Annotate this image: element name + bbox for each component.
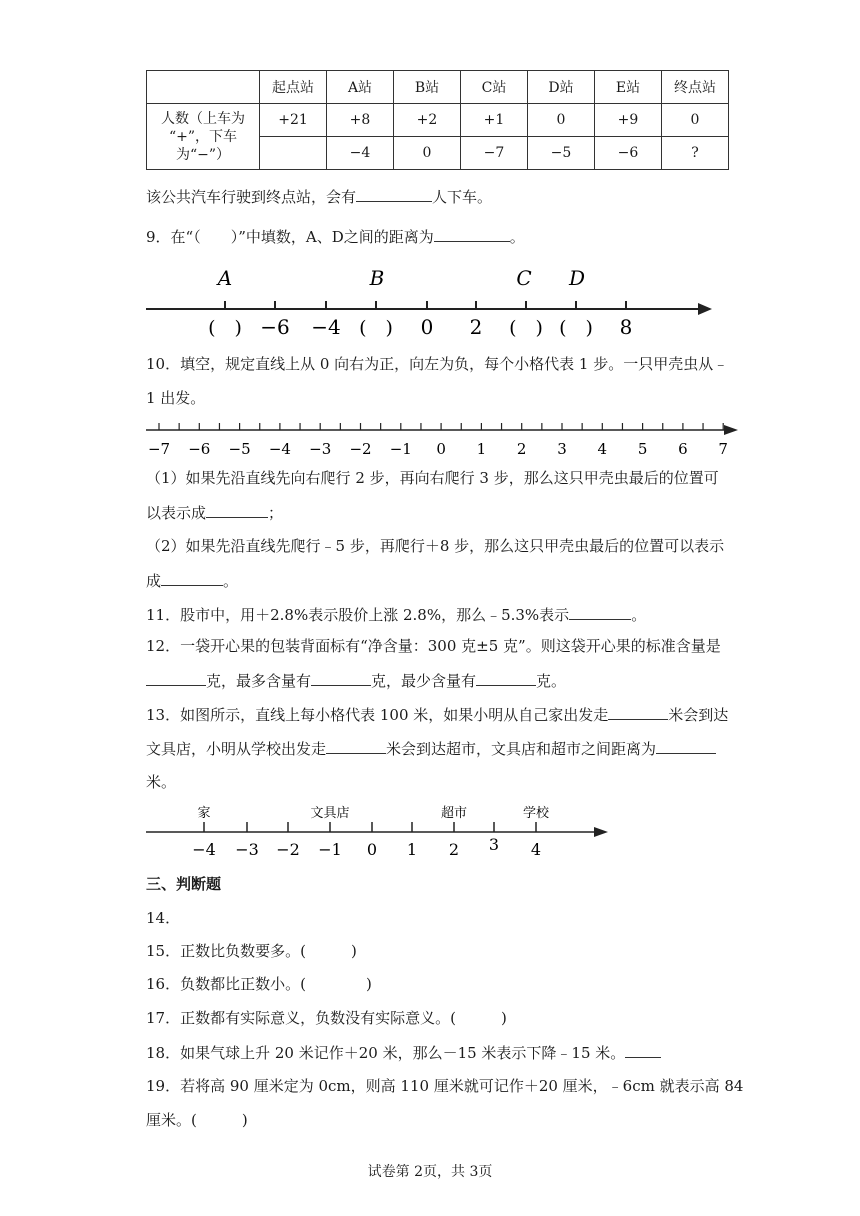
q12-min-blank[interactable] xyxy=(476,670,536,686)
q13-line2 xyxy=(146,738,716,759)
table-cell: +21 xyxy=(260,104,327,137)
q8-text-after: 人下车。 xyxy=(432,188,493,206)
point-label-a: A xyxy=(217,266,233,290)
tick-label: 0 xyxy=(420,315,434,339)
q11-text: 11．股市中，用＋2.8%表示股价上涨 2.8%，那么﹣5.3%表示 xyxy=(146,606,570,624)
q9-answer-blank[interactable] xyxy=(434,226,510,242)
tick-label-blank[interactable]: ( ) xyxy=(559,317,593,339)
q10-sub1-end: ； xyxy=(268,504,284,522)
tick-label: 7 xyxy=(718,440,728,458)
tick-label: −7 xyxy=(147,440,171,458)
tick-label: −6 xyxy=(260,315,290,339)
table-cell: 0 xyxy=(528,104,595,137)
tick-label: −4 xyxy=(311,315,341,339)
table-header-cell: E站 xyxy=(595,71,662,104)
tick-label: −5 xyxy=(228,440,251,458)
tick-label-group xyxy=(148,440,728,458)
row-label-line: 为“−”） xyxy=(175,146,231,163)
q17: 17．正数都有实际意义，负数没有实际意义。( ) xyxy=(146,1009,507,1027)
q8-answer-blank[interactable] xyxy=(356,186,432,202)
q10-number-line xyxy=(140,418,740,460)
table-cell: 0 xyxy=(394,137,461,170)
table-cell: −6 xyxy=(595,137,662,170)
tick-label: −4 xyxy=(192,840,216,859)
table-cell: −5 xyxy=(528,137,595,170)
number-line-arrow xyxy=(594,827,608,837)
q13-text-b: 米会到达 xyxy=(668,706,729,724)
q12-line1: 12．一袋开心果的包装背面标有“净含量：300 克±5 克”。则这袋开心果的标准含量是 xyxy=(146,637,721,655)
table-cell xyxy=(260,137,327,170)
tick-label: −1 xyxy=(318,840,342,859)
q10-line2: 1 出发。 xyxy=(146,389,206,407)
tick-label: 0 xyxy=(366,840,378,859)
table-header-cell: B站 xyxy=(394,71,461,104)
tick-label: 1 xyxy=(476,440,487,458)
tick-label-blank[interactable]: ( ) xyxy=(208,317,242,339)
q10-sub1-line1: （1）如果先沿直线先向右爬行 2 步，再向右爬行 3 步，那么这只甲壳虫最后的位置可 xyxy=(146,469,719,487)
q10-sub2-line1: （2）如果先沿直线先爬行﹣5 步，再爬行＋8 步，那么这只甲壳虫最后的位置可以表示 xyxy=(146,537,725,555)
place-label-stationery: 文具店 xyxy=(310,806,350,821)
table-header-cell: C站 xyxy=(461,71,528,104)
table-cell: +2 xyxy=(394,104,461,137)
table-header-row xyxy=(147,71,729,104)
tick-label: 3 xyxy=(557,440,567,458)
q11-blank[interactable] xyxy=(569,604,631,620)
tick-label: 2 xyxy=(516,440,527,458)
tick-label: −4 xyxy=(268,440,291,458)
q13-distance-blank[interactable] xyxy=(656,738,716,754)
q12-line2 xyxy=(146,670,566,691)
tick-label: 2 xyxy=(469,315,483,339)
q12-standard-blank[interactable] xyxy=(146,670,206,686)
place-label-home: 家 xyxy=(197,806,211,821)
tick-label: 6 xyxy=(678,440,688,458)
table-cell: −4 xyxy=(327,137,394,170)
table-header-cell: 终点站 xyxy=(662,71,729,104)
table-cell: +8 xyxy=(327,104,394,137)
q16: 16．负数都比正数小。( ) xyxy=(146,975,372,993)
section-heading: 三、判断题 xyxy=(146,875,222,893)
tick-label: −6 xyxy=(188,440,211,458)
place-label-school: 学校 xyxy=(522,806,550,821)
q19-line2: 厘米。( ) xyxy=(146,1111,248,1129)
tick-label: 8 xyxy=(619,315,633,339)
q10-sub2-text: 成 xyxy=(146,572,162,590)
q13-line1 xyxy=(146,704,728,725)
table-cell: +9 xyxy=(595,104,662,137)
q10-sub1-blank[interactable] xyxy=(206,502,268,518)
table-cell: ? xyxy=(662,137,729,170)
number-line-arrow xyxy=(724,425,738,435)
tick-label: 2 xyxy=(448,840,460,859)
table-cell: +1 xyxy=(461,104,528,137)
q10-sub2-line2 xyxy=(146,570,238,591)
table-header-cell: D站 xyxy=(528,71,595,104)
q9-text: 9．在“（ ）”中填数，A、D之间的距离为 xyxy=(146,228,434,246)
q10-sub2-blank[interactable] xyxy=(161,570,223,586)
q10-sub1-line2 xyxy=(146,502,283,523)
tick-label: 4 xyxy=(530,840,542,859)
table-cell: 0 xyxy=(662,104,729,137)
point-label-d: D xyxy=(568,266,586,290)
q18-text: 18．如果气球上升 20 米记作＋20 米，那么－15 米表示下降﹣15 米。 xyxy=(146,1044,626,1062)
q14: 14． xyxy=(146,909,181,927)
q19-line1: 19．若将高 90 厘米定为 0cm，则高 110 厘米就可记作＋20 厘米，﹣6cm 就表示高 84 xyxy=(146,1077,744,1095)
page-footer: 试卷第 2页，共 3页 xyxy=(367,1164,493,1180)
q10-sub2-end: 。 xyxy=(223,572,239,590)
table-row-label xyxy=(147,104,260,170)
q13-text-a: 13．如图所示，直线上每小格代表 100 米，如果小明从自己家出发走 xyxy=(146,706,609,724)
tick-label: 1 xyxy=(406,840,418,859)
q8-answer-line xyxy=(146,186,492,207)
tick-label: −2 xyxy=(349,440,372,458)
tick-label: 4 xyxy=(597,440,608,458)
tick-label-blank[interactable]: ( ) xyxy=(359,317,393,339)
q10-line1: 10．填空，规定直线上从 0 向右为正，向左为负，每个小格代表 1 步。一只甲壳虫从﹣ xyxy=(146,355,729,373)
q8-text-before: 该公共汽车行驶到终点站，会有 xyxy=(146,188,357,206)
q13-number-line xyxy=(140,800,620,862)
q15: 15．正数比负数要多。( ) xyxy=(146,942,357,960)
table-cell: −7 xyxy=(461,137,528,170)
tick-group xyxy=(159,423,723,430)
tick-label-blank[interactable]: ( ) xyxy=(509,317,543,339)
q13-home-blank[interactable] xyxy=(608,704,668,720)
q13-text-c: 文具店，小明从学校出发走 xyxy=(146,740,327,758)
q12-text1: 克，最多含量有 xyxy=(206,672,312,690)
table-header-cell xyxy=(147,71,260,104)
q9-question xyxy=(146,226,525,247)
q10-sub1-text: 以表示成 xyxy=(146,504,207,522)
q9-number-line xyxy=(140,262,720,342)
q13-text-d: 米会到达超市，文具店和超市之间距离为 xyxy=(386,740,657,758)
row-label-line: “+”，下车 xyxy=(168,128,238,145)
q11-question xyxy=(146,604,646,625)
tick-label: 0 xyxy=(436,440,446,458)
tick-label: −2 xyxy=(276,840,300,859)
q9-text-end: 。 xyxy=(509,228,525,246)
point-label-b: B xyxy=(369,266,385,290)
q12-max-blank[interactable] xyxy=(311,670,371,686)
row-label-line: 人数（上车为 xyxy=(161,110,245,127)
q12-text3: 克。 xyxy=(536,672,567,690)
tick-label: −3 xyxy=(309,440,332,458)
table-header-cell: 起点站 xyxy=(260,71,327,104)
tick-label: 3 xyxy=(488,835,500,854)
table-row-on xyxy=(147,104,729,137)
q13-line3: 米。 xyxy=(146,773,177,791)
tick-label: 5 xyxy=(637,440,648,458)
number-line-arrow xyxy=(698,303,712,315)
point-label-c: C xyxy=(516,266,532,290)
q12-text2: 克，最少含量有 xyxy=(371,672,477,690)
place-label-supermarket: 超市 xyxy=(440,806,468,821)
tick-label: −3 xyxy=(235,840,259,859)
q13-school-blank[interactable] xyxy=(326,738,386,754)
q18-blank[interactable] xyxy=(625,1042,661,1058)
q18 xyxy=(146,1042,661,1063)
q11-end: 。 xyxy=(631,606,647,624)
tick-label: −1 xyxy=(389,440,412,458)
table-header-cell: A站 xyxy=(327,71,394,104)
bus-passenger-table xyxy=(146,70,729,170)
